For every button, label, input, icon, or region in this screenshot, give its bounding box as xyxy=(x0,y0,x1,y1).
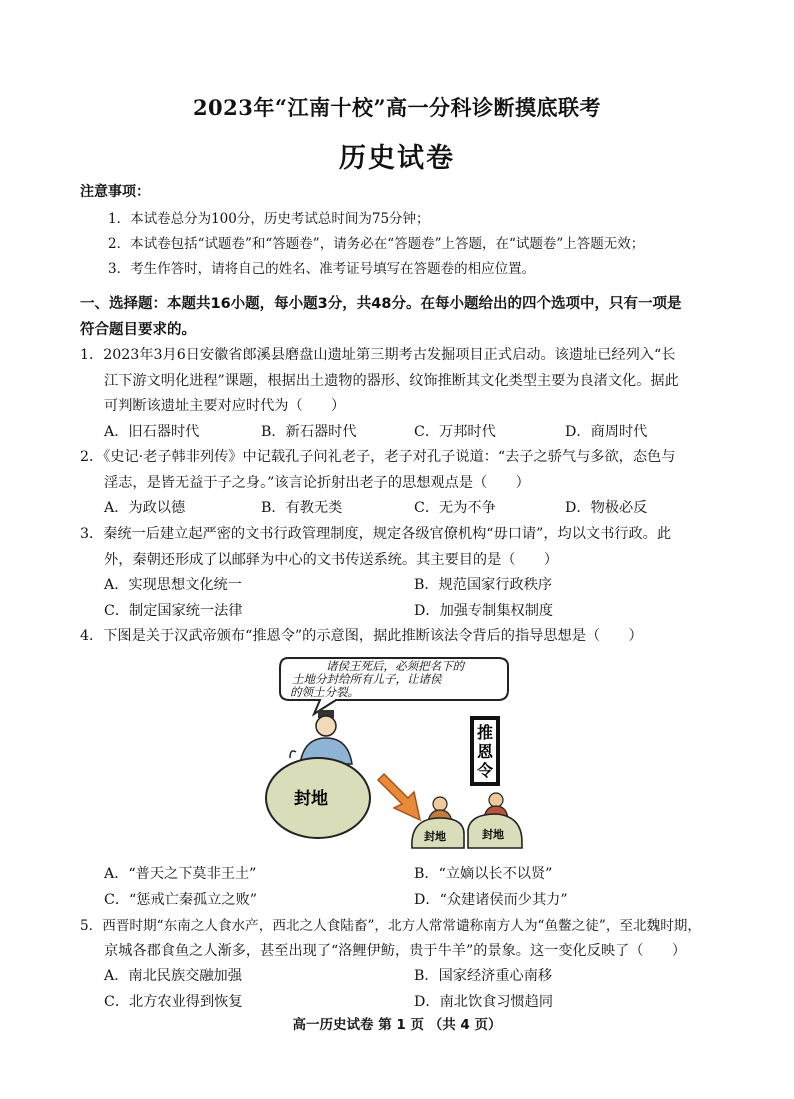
board-char: 推 xyxy=(477,723,494,742)
q1-option-b[interactable]: B．新石器时代 xyxy=(261,424,357,440)
q5-option-d[interactable]: D．南北饮食习惯趋同 xyxy=(414,994,554,1010)
q2-option-b[interactable]: B．有教无类 xyxy=(261,500,343,516)
exam-subject-title: 历史试卷 xyxy=(339,143,455,174)
emperor-figure-icon xyxy=(290,710,352,764)
q3-line-1: 3．秦统一后建立起严密的文书行政管理制度，规定各级官僚机构“毋口请”，均以文书行政。此 xyxy=(80,526,672,542)
q4-line-1: 4．下图是关于汉武帝颁布“推恩令”的示意图，据此推断该法令背后的指导思想是（ ） xyxy=(80,628,643,644)
small-fief-label-left: 封地 xyxy=(424,830,446,843)
section-heading-line-1: 一、选择题：本题共16小题，每小题3分，共48分。在每小题给出的四个选项中，只有一项是 xyxy=(80,296,682,312)
notice-item-3: 3．考生作答时，请将自己的姓名、准考证号填写在答题卷的相应位置。 xyxy=(108,261,536,277)
q4-option-b[interactable]: B．“立嫡以长不以贤” xyxy=(414,866,553,882)
q1-line-2: 江下游文明化进程”课题，根据出土遗物的器形、纹饰推断其文化类型主要为良渚文化。据此 xyxy=(104,373,679,389)
notice-item-2: 2．本试卷包括“试题卷”和“答题卷”，请务必在“答题卷”上答题，在“试题卷”上答题无效； xyxy=(108,236,645,252)
q1-line-3: 可判断该遗址主要对应时代为（ ） xyxy=(104,398,346,414)
q1-option-c[interactable]: C．万邦时代 xyxy=(414,424,496,440)
q3-option-b[interactable]: B．规范国家行政秩序 xyxy=(414,577,553,593)
speech-text-line-1: 诸侯王死后，必须把名下的 xyxy=(326,659,464,673)
q5-option-c[interactable]: C．北方农业得到恢复 xyxy=(104,994,243,1010)
arrow-icon xyxy=(378,774,420,820)
q2-line-2: 淫志，是皆无益于子之身。”该言论折射出老子的思想观点是（ ） xyxy=(104,475,530,491)
small-fief-label-right: 封地 xyxy=(482,828,504,841)
section-heading-line-2: 符合题目要求的。 xyxy=(80,322,196,338)
speech-text-line-2: 土地分封给所有儿子，让诸侯 xyxy=(292,672,442,686)
q3-line-2: 外，秦朝还形成了以邮驿为中心的文书传送系统。其主要目的是（ ） xyxy=(104,552,559,568)
q2-option-d[interactable]: D．物极必反 xyxy=(565,500,648,516)
q4-option-a[interactable]: A．“普天之下莫非王土” xyxy=(104,866,257,882)
q3-option-d[interactable]: D．加强专制集权制度 xyxy=(414,603,554,619)
q1-line-1: 1．2023年3月6日安徽省郎溪县磨盘山遗址第三期考古发掘项目正式启动。该遗址已经列入“长 xyxy=(80,347,676,363)
notice-item-1: 1．本试卷总分为100分，历史考试总时间为75分钟； xyxy=(108,211,430,227)
exam-title: 2023年“江南十校”高一分科诊断摸底联考 xyxy=(192,95,602,120)
q3-option-a[interactable]: A．实现思想文化统一 xyxy=(104,577,242,593)
q5-line-2: 京城各郡食鱼之人渐多，甚至出现了“洛鲤伊鲂，贵于牛羊”的景象。这一变化反映了（ ） xyxy=(104,943,687,959)
q2-option-c[interactable]: C．无为不争 xyxy=(414,500,496,516)
board-char: 恩 xyxy=(477,742,494,761)
q5-option-b[interactable]: B．国家经济重心南移 xyxy=(414,968,553,984)
q2-line-1: 2．《史记·老子韩非列传》中记载孔子问礼老子，老子对孔子说道：“去子之骄气与多欲，态色与 xyxy=(80,449,676,465)
q1-option-d[interactable]: D．商周时代 xyxy=(565,424,648,440)
page-footer: 高一历史试卷 第 1 页 （共 4 页） xyxy=(292,1017,502,1033)
q4-option-d[interactable]: D．“众建诸侯而少其力” xyxy=(414,892,568,908)
q1-option-a[interactable]: A．旧石器时代 xyxy=(104,424,200,440)
big-fief-label: 封地 xyxy=(294,789,328,809)
q5-line-1: 5．西晋时期“东南之人食水产，西北之人食陆畜”，北方人常常谴称南方人为“鱼鳖之徒”，至北魏时期， xyxy=(80,918,701,934)
tuien-ling-cartoon xyxy=(260,652,530,852)
q5-option-a[interactable]: A．南北民族交融加强 xyxy=(104,968,242,984)
board-char: 令 xyxy=(477,761,494,780)
q3-option-c[interactable]: C．制定国家统一法律 xyxy=(104,603,243,619)
q2-option-a[interactable]: A．为政以德 xyxy=(104,500,186,516)
notice-heading: 注意事项： xyxy=(80,184,150,200)
speech-text-line-3: 的领土分裂。 xyxy=(290,685,359,699)
q4-option-c[interactable]: C．“惩戒亡秦孤立之败” xyxy=(104,892,258,908)
